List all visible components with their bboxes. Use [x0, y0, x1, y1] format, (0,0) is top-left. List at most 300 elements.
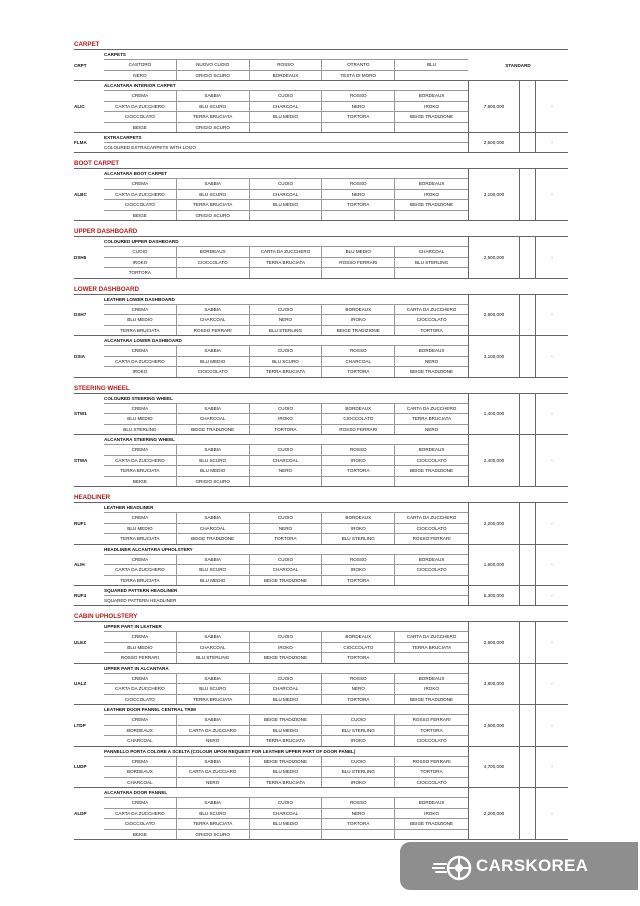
color-cell: IROKO [424, 191, 439, 197]
empty-column [520, 435, 536, 486]
color-cell: BLU MEDIO [250, 200, 323, 210]
option-details [104, 133, 468, 152]
color-cell: NERO [104, 71, 177, 81]
price-dash: - [551, 254, 553, 260]
color-cell: CARTA DA ZUCCHERO [104, 565, 177, 575]
empty-column [520, 237, 536, 278]
color-row [104, 455, 468, 466]
color-cell: SABBIA [177, 404, 250, 414]
color-row [104, 694, 468, 705]
color-cell: CHARCOAL [177, 643, 250, 653]
option-item [74, 747, 568, 789]
watermark-logo [400, 842, 638, 890]
color-cell: TORTORA [322, 367, 395, 377]
color-cell: BEIGE TRADIZIONE [250, 715, 323, 725]
color-cell: GRIGIO SCURO [177, 830, 250, 840]
empty-column [520, 747, 536, 788]
option-name: ALCANTARA DOOR PANNEL [104, 790, 168, 795]
option-block [104, 545, 468, 586]
color-cell: BLU SCURO [177, 190, 250, 200]
color-cell: BLU STERLING [322, 726, 395, 736]
color-cell: NUOVO CUOIO [177, 60, 250, 70]
color-cell: CUOIO [250, 513, 323, 523]
section-title: UPPER DASHBOARD [74, 227, 568, 237]
color-row [104, 257, 468, 268]
color-cell: BORDEAUX [104, 767, 177, 777]
option-name: ALCANTARA BOOT CARPET [104, 171, 168, 176]
option-details [104, 747, 468, 788]
color-cell: TORTORA [420, 727, 443, 733]
color-cell: CREMA [104, 513, 177, 523]
color-cell: NERO [322, 809, 395, 819]
color-row [104, 59, 468, 70]
price-dash: - [551, 520, 553, 526]
color-cell [250, 268, 323, 278]
color-row [104, 683, 468, 694]
color-cell: CUOIO [322, 757, 395, 767]
color-cell: IROKO [104, 367, 177, 377]
color-cell: ROSSO FERRARI [177, 326, 250, 336]
color-cell: ROSSO [322, 445, 395, 455]
color-cell: CARTA DA ZUCCHERO [406, 634, 457, 639]
option-details [104, 237, 468, 278]
color-row [104, 476, 468, 487]
color-cell: BLU STERLING [250, 326, 323, 336]
color-cell: SABBIA [177, 555, 250, 565]
empty-column [520, 503, 536, 544]
color-cell: CHARCOAL [418, 249, 445, 254]
color-cell: BLU [427, 62, 437, 67]
color-row [104, 756, 468, 767]
price-dash: - [551, 312, 553, 318]
color-row [104, 345, 468, 356]
option-price: 3,100,000 [468, 336, 520, 377]
color-cell: CHARCOAL [250, 565, 323, 575]
color-row [104, 777, 468, 788]
color-cell: CARTA DA ZUCCHERO [250, 247, 323, 257]
color-cell: BORDEAUX [322, 305, 395, 315]
color-cell: IROKO [424, 103, 439, 109]
color-cell: BEIGE TRADIZIONE [177, 425, 250, 435]
option-code: LTDP [74, 722, 86, 728]
color-cell: CARTA DA ZUCCHERO [104, 102, 177, 112]
color-cell: CREMA [104, 757, 177, 767]
option-code: DSIA [74, 353, 85, 359]
option-block [104, 133, 468, 152]
color-cell: TORTORA [104, 268, 177, 278]
color-cell: TERRA BRUCIATA [177, 819, 250, 829]
color-cell: CASTORO [104, 60, 177, 70]
option-details [104, 664, 468, 705]
color-row [104, 424, 468, 435]
color-cell: CIOCCOLATO [416, 525, 447, 531]
option-name: EXTRACARPETS [104, 135, 142, 140]
color-cell: BEIGE TRADIZIONE [177, 534, 250, 544]
color-cell: CIOCCOLATO [104, 200, 177, 210]
option-name: LEATHER DOOR PANNEL CENTRAL TRIM [104, 707, 196, 712]
color-cell: CHARCOAL [177, 414, 250, 424]
color-row [104, 70, 468, 81]
color-row [104, 267, 468, 278]
color-cell: TERRA BRUCIATA [250, 736, 323, 746]
color-cell: TORTORA [250, 425, 323, 435]
color-cell: BLU MEDIO [104, 414, 177, 424]
color-cell: CREMA [104, 445, 177, 455]
color-row [104, 101, 468, 112]
color-cell [322, 830, 395, 840]
color-cell: BLU SCURO [177, 102, 250, 112]
option-block [104, 622, 468, 663]
color-row [104, 314, 468, 325]
color-cell: SABBIA [177, 674, 250, 684]
option-item [74, 394, 568, 436]
empty-column [520, 169, 536, 220]
option-name: LEATHER LOWER DASHBOARD [104, 296, 175, 302]
price-dash: - [551, 722, 553, 728]
color-cell: BLU MEDIO [104, 643, 177, 653]
color-cell: NERO [424, 426, 439, 432]
color-cell: BLU MEDIO [250, 726, 323, 736]
color-cell: CUOIO [250, 91, 323, 101]
option-block [104, 788, 468, 839]
section-title: STEERING WHEEL [74, 384, 568, 394]
color-cell: CHARCOAL [250, 456, 323, 466]
color-cell: CREMA [104, 346, 177, 356]
color-cell: ROSSO FERRARI [322, 258, 395, 268]
option-details [104, 586, 468, 605]
color-cell: CARTA DA ZUCCHERO [406, 405, 457, 411]
color-cell: BLU STERLING [322, 534, 395, 544]
option-code: RUF1 [74, 520, 86, 526]
option-price: 3,800,000 [468, 664, 520, 705]
color-cell: TERRA BRUCIATA [104, 466, 177, 476]
color-row [104, 111, 468, 122]
color-cell: BORDEAUX [322, 632, 395, 642]
color-row [104, 325, 468, 336]
option-code: ULEZ [74, 639, 86, 645]
color-cell: NERO [250, 466, 323, 476]
color-cell: CUOIO [250, 555, 323, 565]
option-code: ALIH [74, 562, 85, 568]
color-cell: GRIGIO SCURO [177, 71, 250, 81]
option-price: 2,400,000 [468, 435, 520, 486]
color-cell: BORDEAUX [418, 447, 445, 452]
color-cell: CIOCCOLATO [416, 779, 447, 785]
color-cell [395, 123, 468, 133]
option-price: 2,500,000 [468, 133, 520, 152]
color-cell: BLU SCURO [177, 456, 250, 466]
color-cell: BLU MEDIO [322, 247, 395, 257]
color-cell: TERRA BRUCIATA [104, 534, 177, 544]
option-item [74, 664, 568, 706]
color-cell: IROKO [322, 736, 395, 746]
price-dash: - [551, 458, 553, 463]
color-cell: TORTORA [322, 200, 395, 210]
color-cell: BLU MEDIO [177, 357, 250, 367]
color-cell [250, 830, 323, 840]
option-price: 2,500,000 [468, 705, 520, 746]
color-cell: ROSSO [322, 798, 395, 808]
color-cell: BORDEAUX [418, 181, 445, 186]
color-cell: BORDEAUX [250, 71, 323, 81]
color-cell: BEIGE TRADIZIONE [250, 757, 323, 767]
color-cell: TERRA BRUCIATA [250, 258, 323, 268]
price-dash: - [551, 593, 553, 598]
option-details [104, 169, 468, 220]
color-row [104, 735, 468, 746]
color-row [104, 714, 468, 725]
option-item [74, 81, 568, 133]
color-row [104, 444, 468, 455]
option-price: 2,200,000 [468, 503, 520, 544]
color-cell: BEIGE TRADIZIONE [410, 369, 454, 374]
option-name: PANNELLO PORTA COLORE A SCELTA (COLOUR UPON REQUEST FOR LEATHER UPPER PART OF DOOR PANEL) [104, 748, 356, 754]
color-cell: ROSSO FERRARI [412, 536, 451, 541]
color-cell: TERRA BRUCIATA [104, 326, 177, 336]
color-cell: TESTA DI MORO [322, 71, 395, 81]
color-cell: NERO [322, 102, 395, 112]
option-name: ALCANTARA STEERING WHEEL [104, 437, 175, 442]
color-row [104, 356, 468, 367]
color-cell [395, 576, 468, 586]
color-cell: CHARCOAL [322, 357, 395, 367]
option-item [74, 133, 568, 153]
color-cell: BLU STERLING [104, 425, 177, 435]
color-cell: BLU MEDIO [250, 767, 323, 777]
color-row [104, 564, 468, 575]
option-code: RUF4 [74, 593, 86, 598]
section-title: HEADLINER [74, 493, 568, 503]
color-row [104, 797, 468, 808]
color-cell: TERRA BRUCIATA [412, 416, 452, 421]
option-item [74, 295, 568, 337]
color-cell [322, 211, 395, 221]
option-details [104, 622, 468, 663]
option-price: 2,800,000 [468, 295, 520, 336]
option-details [104, 545, 468, 586]
option-price: 2,200,000 [468, 788, 520, 839]
color-cell: BORDEAUX [418, 675, 445, 681]
color-row [104, 808, 468, 819]
price-dash: - [551, 639, 553, 645]
option-code: ALBC [74, 192, 87, 197]
color-cell: BLU SCURO [250, 357, 323, 367]
color-cell: TORTORA [322, 112, 395, 122]
color-cell: SABBIA [177, 632, 250, 642]
option-details [104, 50, 468, 80]
color-cell: TERRA BRUCIATA [250, 367, 323, 377]
empty-column [520, 622, 536, 663]
color-row [104, 199, 468, 210]
color-cell: CUOIO [250, 404, 323, 414]
color-cell: CUOIO [250, 798, 323, 808]
color-cell: BEIGE TRADIZIONE [322, 326, 395, 336]
color-cell: TORTORA [322, 653, 395, 663]
color-cell: CARTA DA ZUCCHERO [406, 515, 457, 520]
color-cell: GRIGIO SCURO [177, 123, 250, 133]
option-block [104, 81, 468, 132]
color-cell: CIOCCOLATO [104, 819, 177, 829]
color-cell: BEIGE [104, 211, 177, 221]
color-cell [322, 477, 395, 487]
color-cell: BLU MEDIO [104, 524, 177, 534]
color-row [104, 512, 468, 523]
color-cell: CREMA [104, 715, 177, 725]
color-cell: CUOIO [250, 305, 323, 315]
color-cell: CREMA [104, 555, 177, 565]
color-cell: IROKO [322, 524, 395, 534]
color-cell [395, 653, 468, 663]
color-cell: BLU STERLING [414, 259, 449, 265]
color-cell: ROSSO [322, 674, 395, 684]
color-cell: CHARCOAL [104, 778, 177, 788]
color-cell: BEIGE TRADIZIONE [410, 821, 454, 826]
color-cell: CHARCOAL [250, 684, 323, 694]
color-cell: CREMA [104, 179, 177, 189]
option-block [104, 237, 468, 278]
color-cell: CREMA [104, 305, 177, 315]
color-cell: SABBIA [177, 513, 250, 523]
option-name: ALCANTARA LOWER DASHBOARD [104, 338, 182, 343]
color-cell: CIOCCOLATO [322, 643, 395, 653]
option-item [74, 622, 568, 664]
color-cell: CREMA [104, 91, 177, 101]
color-cell: CREMA [104, 798, 177, 808]
color-cell: NERO [177, 736, 250, 746]
color-cell: BORDEAUX [418, 556, 445, 562]
option-name: UPPER PART IN LEATHER [104, 624, 162, 629]
color-cell: TERRA BRUCIATA [104, 576, 177, 586]
color-cell: BEIGE TRADIZIONE [410, 468, 454, 473]
color-cell: ROSSO [250, 60, 323, 70]
color-cell: CIOCCOLATO [177, 367, 250, 377]
option-details [104, 788, 468, 839]
section-title: BOOT CARPET [74, 159, 568, 169]
option-price: 3,100,000 [468, 169, 520, 220]
option-block [104, 435, 468, 486]
empty-column [520, 545, 536, 586]
option-block [104, 705, 468, 746]
color-cell: IROKO [322, 565, 395, 575]
color-cell [322, 268, 395, 278]
watermark-text: CARSKOREA [476, 856, 589, 875]
color-cell: BORDEAUX [177, 247, 250, 257]
color-cell: NERO [424, 358, 439, 364]
color-cell: IROKO [424, 810, 439, 816]
color-cell: IROKO [424, 686, 439, 691]
option-code: STW1 [74, 411, 87, 417]
color-cell: BLU STERLING [177, 653, 250, 663]
color-cell [395, 268, 468, 278]
color-cell: CARTA DA ZUCCHERO [406, 306, 457, 312]
color-cell: OTRANTO [322, 60, 395, 70]
option-price: 2,500,000 [468, 237, 520, 278]
color-cell: BEIGE TRADIZIONE [250, 653, 323, 663]
color-cell [322, 123, 395, 133]
option-item [74, 788, 568, 840]
color-cell: TERRA BRUCIATA [250, 778, 323, 788]
color-cell: NERO [322, 684, 395, 694]
color-cell: CARTA DA ZUCCHERO [104, 357, 177, 367]
color-cell: GRIGIO SCURO [177, 477, 250, 487]
option-code: DSH7 [74, 312, 87, 318]
color-row [104, 631, 468, 642]
color-cell: SABBIA [177, 798, 250, 808]
color-row [104, 178, 468, 189]
color-cell: CHARCOAL [177, 315, 250, 325]
standard-label: STANDARD [505, 62, 531, 68]
color-cell: CIOCCOLATO [416, 457, 447, 463]
option-code: FLMA [74, 140, 87, 145]
empty-column [520, 336, 536, 377]
color-cell: TORTORA [420, 327, 443, 333]
option-price: 1,400,000 [468, 394, 520, 435]
option-note: SQUARED PATTERN HEADLINER [104, 595, 468, 605]
empty-column [520, 295, 536, 336]
empty-column [520, 788, 536, 839]
color-cell: SABBIA [177, 91, 250, 101]
color-cell: CARTA DA ZUCCIARO [177, 767, 250, 777]
option-details [104, 705, 468, 746]
color-cell: ROSSO [322, 91, 395, 101]
color-row [104, 413, 468, 424]
price-dash: - [551, 764, 553, 770]
color-cell: CIOCCOLATO [322, 414, 395, 424]
color-cell: BLU MEDIO [250, 819, 323, 829]
color-cell: CHARCOAL [250, 190, 323, 200]
color-row [104, 523, 468, 534]
color-cell: NERO [322, 190, 395, 200]
option-block [104, 295, 468, 336]
section-title: CARPET [74, 40, 568, 50]
option-details [104, 435, 468, 486]
price-dash: - [551, 140, 553, 145]
color-cell: TORTORA [322, 819, 395, 829]
option-name: COLOURED UPPER DASHBOARD [104, 239, 179, 244]
color-cell: CHARCOAL [250, 102, 323, 112]
color-cell: CARTA DA ZUCCHERO [104, 190, 177, 200]
color-row [104, 575, 468, 586]
price-dash: - [551, 353, 553, 359]
color-cell: BEIGE [104, 830, 177, 840]
empty-column [520, 133, 536, 152]
option-price: 2,800,000 [468, 622, 520, 663]
color-cell: SABBIA [177, 305, 250, 315]
color-cell: BLU MEDIO [177, 576, 250, 586]
option-block [104, 503, 468, 544]
color-cell: NERO [250, 315, 323, 325]
empty-column [520, 394, 536, 435]
option-details [104, 295, 468, 336]
option-price: 5,300,000 [468, 586, 520, 605]
color-cell: BORDEAUX [418, 348, 445, 353]
color-row [104, 304, 468, 315]
color-cell [395, 211, 468, 221]
color-cell: CUOIO [104, 247, 177, 257]
option-code: CRPT [74, 62, 87, 68]
option-details [104, 81, 468, 132]
color-cell: CUOIO [250, 674, 323, 684]
color-cell: BLU MEDIO [177, 466, 250, 476]
option-item [74, 50, 568, 81]
color-cell [250, 477, 323, 487]
color-cell: CARTA DA ZUCCHERO [104, 684, 177, 694]
color-cell: NERO [250, 524, 323, 534]
option-price: 1,600,000 [468, 545, 520, 586]
option-code: DSH5 [74, 254, 87, 260]
color-row [104, 642, 468, 653]
color-row [104, 366, 468, 377]
